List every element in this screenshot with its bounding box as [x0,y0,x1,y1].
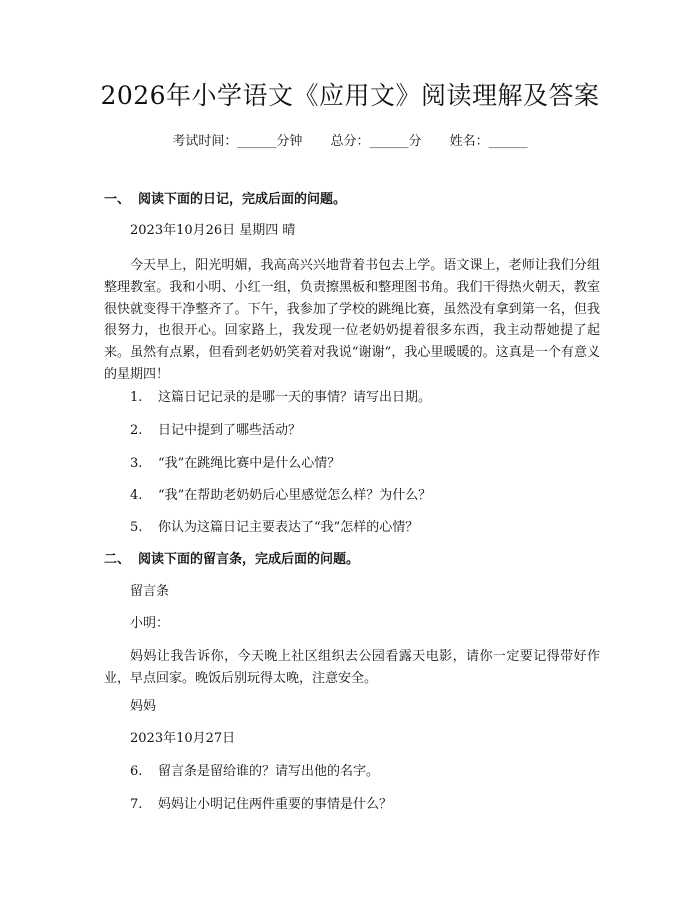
question-text: 你认为这篇日记主要表达了“我”怎样的心情？ [158,520,419,535]
note-paragraph: 妈妈让我告诉你，今天晚上社区组织去公园看露天电影，请你一定要记得带好作业，早点回家。晚饭后别玩得太晚，注意安全。 [104,649,600,686]
question-number: 1. [130,390,143,405]
question-number: 2. [130,423,143,438]
question-7 [130,795,392,815]
question-text: 这篇日记记录的是哪一天的事情？请写出日期。 [158,390,432,405]
page-title: 2026年小学语文《应用文》阅读理解及答案 [100,81,600,110]
diary-paragraph: 今天早上，阳光明媚，我高高兴兴地背着书包去上学。语文课上，老师让我们分组整理教室。我和小明、小红一组，负责擦黑板和整理图书角。我们干得热火朝天，教室很快就变得干净整齐了。下午，我参加了学校的跳绳比赛，虽然没有拿到第一名，但我很努力，也很开心。回家路上，我发现一位老奶奶提着很多东西，我主动帮她提了起来。虽然有点累，但看到老奶奶笑着对我说“谢谢”，我心里暖暖的。这真是一个有意义的星期四！ [104,258,600,382]
question-5 [130,518,418,538]
question-text: “我”在跳绳比赛中是什么心情？ [158,456,341,471]
question-4 [130,486,431,506]
question-number: 5. [130,520,143,535]
section2-heading-text: 阅读下面的留言条，完成后面的问题。 [138,552,360,567]
note-signature: 妈妈 [130,699,157,714]
total-score-field: 总分：______分 [330,134,422,149]
note-title: 留言条 [130,584,170,599]
student-name-field: 姓名：______ [449,134,528,149]
question-6 [130,762,379,782]
question-text: 日记中提到了哪些活动？ [158,423,302,438]
diary-date-line: 2023年10月26日 星期四 晴 [130,223,296,238]
exam-info [0,132,700,152]
question-number: 3. [130,456,143,471]
section2-number: 二、 [104,552,131,567]
question-text: “我”在帮助老奶奶后心里感觉怎么样？为什么？ [158,488,432,503]
question-text: 留言条是留给谁的？请写出他的名字。 [158,764,380,779]
section1-heading-text: 阅读下面的日记，完成后面的问题。 [138,192,347,207]
question-2 [130,421,301,441]
question-3 [130,454,340,474]
question-number: 4. [130,488,143,503]
section2-heading [104,550,359,570]
question-number: 7. [130,797,143,812]
exam-time-field: 考试时间：______分钟 [172,134,303,149]
question-1 [130,388,431,408]
question-text: 妈妈让小明记住两件重要的事情是什么？ [158,797,393,812]
note-salutation: 小明： [130,616,170,631]
section1-number: 一、 [104,192,131,207]
question-number: 6. [130,764,143,779]
note-date: 2023年10月27日 [130,731,236,746]
section1-heading [104,190,346,210]
